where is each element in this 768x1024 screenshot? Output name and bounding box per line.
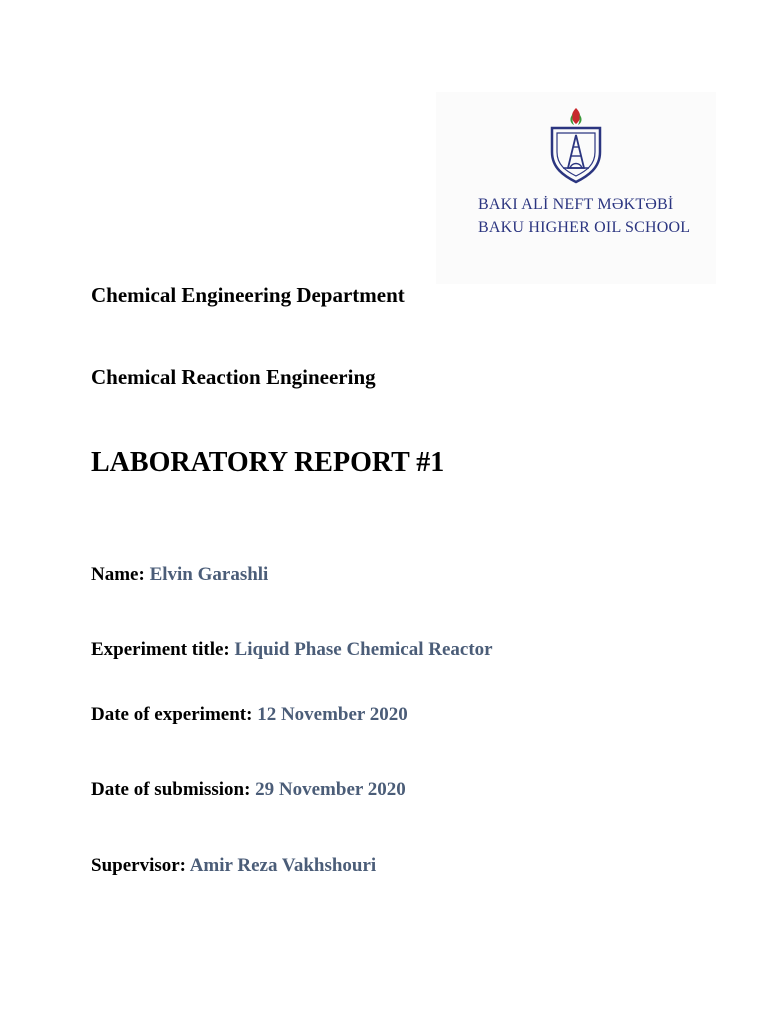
report-title: LABORATORY REPORT #1 <box>91 447 445 478</box>
experiment-title-label: Experiment title: <box>91 639 230 660</box>
course-heading: Chemical Reaction Engineering <box>91 365 376 389</box>
date-of-experiment-field <box>91 704 408 726</box>
supervisor-label: Supervisor: <box>91 855 186 876</box>
date-of-experiment-value: 12 November 2020 <box>257 704 408 725</box>
name-field <box>91 564 268 586</box>
logo-text-azerbaijani: BAKI ALİ NEFT MƏKTƏBİ <box>478 196 674 213</box>
supervisor-field <box>91 855 376 877</box>
school-logo <box>436 92 716 284</box>
date-of-submission-value: 29 November 2020 <box>255 779 406 800</box>
date-of-submission-label: Date of submission: <box>91 779 251 800</box>
logo-text-english: BAKU HIGHER OIL SCHOOL <box>478 219 691 236</box>
experiment-title-field <box>91 639 493 661</box>
supervisor-value: Amir Reza Vakhshouri <box>189 855 377 876</box>
date-of-experiment-label: Date of experiment: <box>91 704 253 725</box>
name-label: Name: <box>91 564 145 585</box>
department-heading: Chemical Engineering Department <box>91 283 405 307</box>
date-of-submission-field <box>91 779 406 801</box>
experiment-title-value: Liquid Phase Chemical Reactor <box>234 639 493 660</box>
school-crest-icon <box>546 104 606 184</box>
name-value: Elvin Garashli <box>149 564 269 585</box>
